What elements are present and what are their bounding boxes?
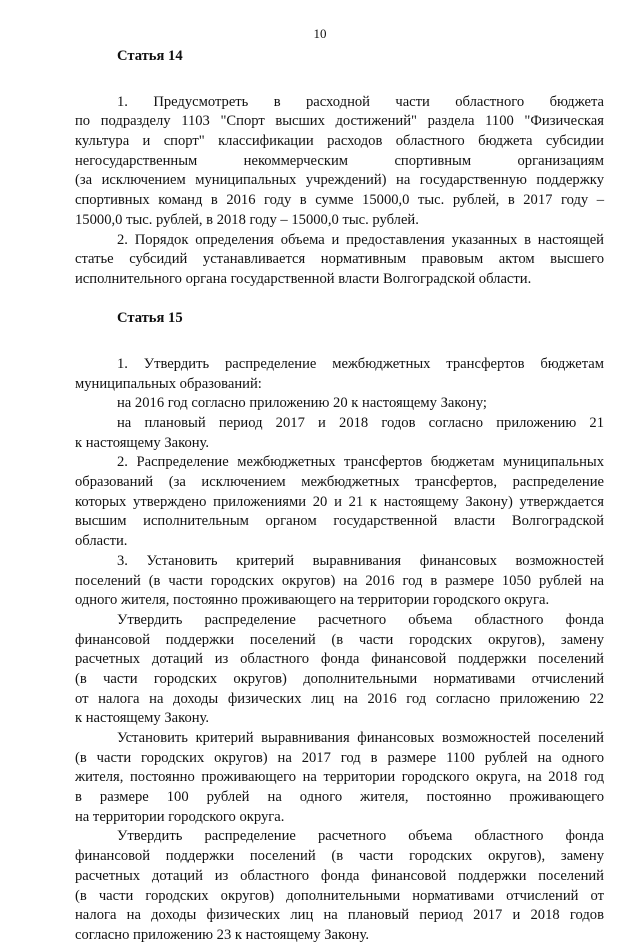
paragraph-line: расчетных дотаций из областного фонда финансовой поддержки поселений (75, 651, 604, 668)
page-number: 10 (313, 26, 327, 41)
article-14-heading: Статья 14 (117, 48, 183, 64)
paragraph-line: негосударственным некоммерческим спортивным организациям (75, 152, 604, 169)
paragraph-line: к настоящему Закону. (75, 434, 210, 451)
paragraph-line: Утвердить распределение расчетного объема областного фонда (117, 611, 604, 628)
paragraph-line: на территории городского округа. (75, 808, 285, 825)
paragraph-line: (в части городских округов) дополнительными нормативами отчислений (75, 670, 604, 687)
paragraph-line: статье субсидий устанавливается нормативным правовым актом высшего (75, 251, 604, 268)
paragraph-line: 1. Предусмотреть в расходной части областного бюджета (117, 93, 604, 110)
paragraph-line: одного жителя, постоянно проживающего на территории городского округа. (75, 592, 550, 609)
paragraph-line: культура и спорт" классификации расходов областного бюджета субсидии (75, 133, 604, 150)
paragraph-line: спортивных команд в 2016 году в сумме 15000,0 тыс. рублей, в 2017 году – (75, 192, 604, 209)
paragraph-line: на 2016 год согласно приложению 20 к настоящему Закону; (117, 395, 487, 412)
paragraph-line: финансовой поддержки поселений (в части городских округов), замену (75, 631, 604, 648)
paragraph-line: области. (75, 533, 128, 550)
article-15-heading: Статья 15 (117, 310, 183, 327)
paragraph-line: жителя, постоянно проживающего на территории городского округа, на 2018 год (75, 769, 604, 786)
spacer (75, 329, 604, 355)
paragraph-line: которых утверждено приложениями 20 и 21 к настоящему Закону) утверждается (75, 493, 604, 510)
paragraph-line: (в части городских округов) дополнительными нормативами отчислений от (75, 887, 604, 904)
paragraph-line: 2. Порядок определения объема и предоставления указанных в настоящей (117, 231, 604, 248)
paragraph-line: образований (за исключением межбюджетных трансфертов, распределение (75, 474, 604, 491)
paragraph-line: Утвердить распределение расчетного объема областного фонда (117, 828, 604, 845)
paragraph-line: высшим исполнительным органом государственной власти Волгоградской (75, 513, 604, 530)
paragraph-line: налога на доходы физических лиц на плановый период 2017 и 2018 годов (75, 907, 604, 924)
paragraph-line: к настоящему Закону. (75, 710, 210, 727)
paragraph-line: 1. Утвердить распределение межбюджетных трансфертов бюджетам (117, 355, 604, 372)
paragraph-line: Установить критерий выравнивания финансовых возможностей поселений (117, 730, 604, 746)
spacer (75, 290, 604, 310)
spacer (75, 67, 604, 93)
paragraph-line: поселений (в части городских округов) на 2016 год в размере 1050 рублей на (75, 572, 604, 589)
paragraph-line: финансовой поддержки поселений (в части городских округов), замену (75, 848, 604, 865)
paragraph-line: 15000,0 тыс. рублей, в 2018 году – 15000,0 тыс. рублей. (75, 211, 419, 228)
document-body (75, 47, 604, 946)
paragraph-line: 3. Установить критерий выравнивания финансовых возможностей (117, 552, 604, 569)
paragraph-line: исполнительного органа государственной власти Волгоградской области. (75, 270, 532, 287)
paragraph-line: по подразделу 1103 "Спорт высших достижений" раздела 1100 "Физическая (75, 113, 604, 130)
paragraph-line: муниципальных образований: (75, 375, 262, 392)
paragraph-line: на плановый период 2017 и 2018 годов согласно приложению 21 (117, 415, 604, 431)
paragraph-line: 2. Распределение межбюджетных трансфертов бюджетам муниципальных (117, 454, 604, 471)
paragraph-line: согласно приложению 23 к настоящему Закону. (75, 926, 369, 943)
paragraph-line: (в части городских округов) на 2017 год в размере 1100 рублей на одного (75, 749, 604, 766)
paragraph-line: расчетных дотаций из областного фонда финансовой поддержки поселений (75, 867, 604, 884)
paragraph-line: в размере 100 рублей на одного жителя, постоянно проживающего (75, 789, 604, 806)
paragraph-line: (за исключением муниципальных учреждений) на государственную поддержку (75, 172, 604, 189)
paragraph-line: от налога на доходы физических лиц на 2016 год согласно приложению 22 (75, 690, 604, 707)
